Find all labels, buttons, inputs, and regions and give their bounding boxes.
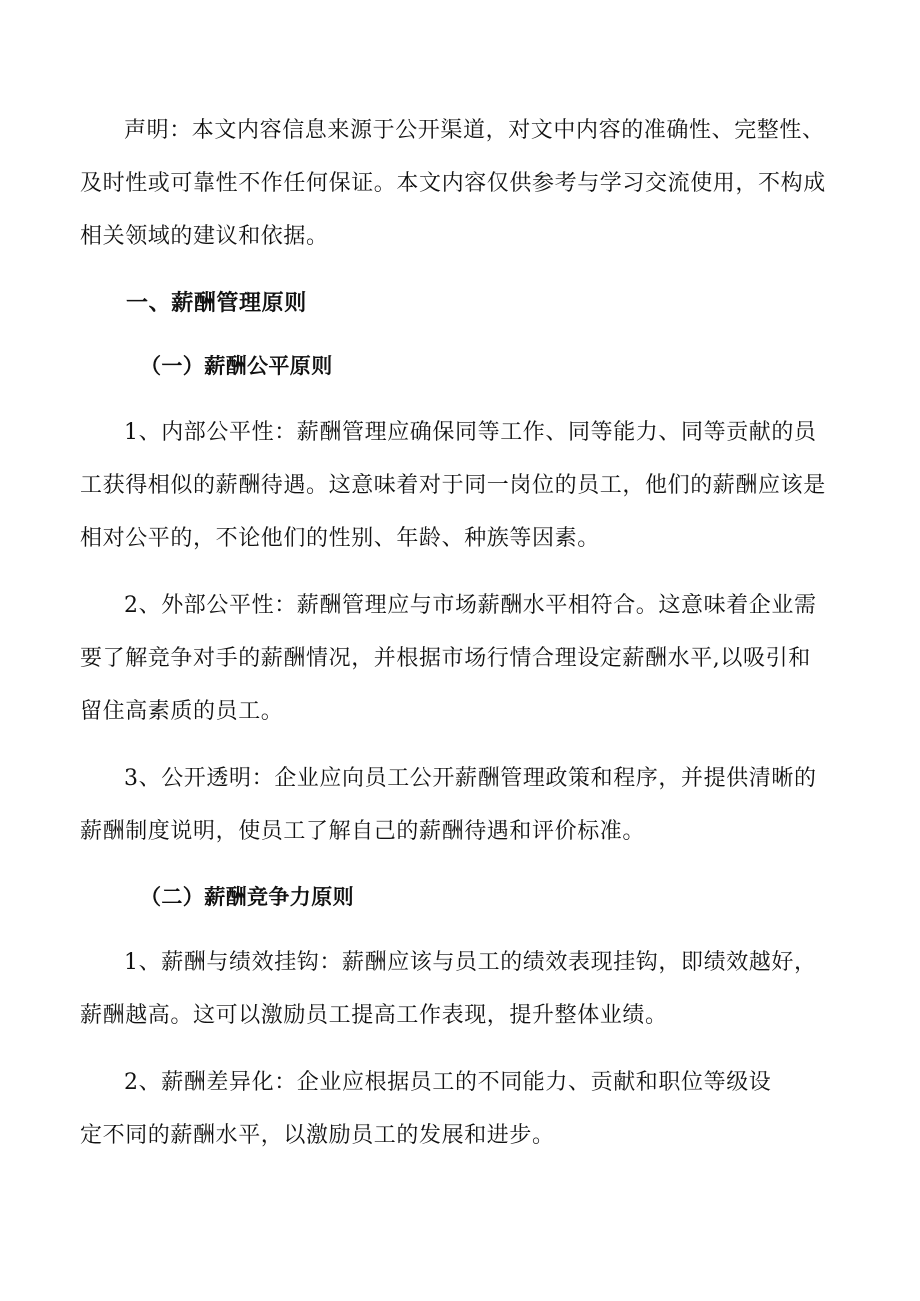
paragraph-line: 薪酬制度说明，使员工了解自己的薪酬待遇和评价标准。	[80, 819, 646, 844]
paragraph-line: 2、外部公平性：薪酬管理应与市场薪酬水平相符合。这意味着企业需	[124, 593, 817, 618]
paragraph-line: 1、薪酬与绩效挂钩：薪酬应该与员工的绩效表现挂钩，即绩效越好，	[124, 950, 817, 975]
paragraph-line: 工获得相似的薪酬待遇。这意味着对于同一岗位的员工，他们的薪酬应该是	[80, 473, 826, 498]
subsection-heading: （一）薪酬公平原则	[140, 353, 333, 378]
paragraph-line: 相对公平的，不论他们的性别、年龄、种族等因素。	[80, 526, 600, 551]
subsection-heading: （二）薪酬竞争力原则	[140, 884, 354, 909]
paragraph-line: 定不同的薪酬水平，以激励员工的发展和进步。	[80, 1123, 555, 1148]
paragraph-line: 3、公开透明：企业应向员工公开薪酬管理政策和程序，并提供清晰的	[124, 766, 817, 791]
disclaimer-line: 声明：本文内容信息来源于公开渠道，对文中内容的准确性、完整性、	[124, 118, 825, 143]
paragraph-line: 留住高素质的员工。	[80, 699, 284, 724]
section-heading: 一、薪酬管理原则	[126, 290, 307, 316]
disclaimer-paragraph	[80, 104, 860, 263]
disclaimer-line: 相关领域的建议和依据。	[80, 224, 329, 249]
paragraph-line: 薪酬越高。这可以激励员工提高工作表现，提升整体业绩。	[80, 1003, 668, 1028]
paragraph-performance-link	[80, 936, 860, 1042]
paragraph-line: 1、内部公平性：薪酬管理应确保同等工作、同等能力、同等贡献的员	[124, 420, 817, 445]
paragraph-line: 要了解竞争对手的薪酬情况，并根据市场行情合理设定薪酬水平,以吸引和	[80, 646, 811, 671]
paragraph-line: 2、薪酬差异化：企业应根据员工的不同能力、贡献和职位等级设	[124, 1070, 772, 1095]
paragraph-transparency	[80, 752, 860, 858]
paragraph-internal-fairness	[80, 406, 860, 565]
paragraph-external-fairness	[80, 579, 860, 738]
paragraph-differentiation	[80, 1056, 860, 1162]
disclaimer-line: 及时性或可靠性不作任何保证。本文内容仅供参考与学习交流使用，不构成	[80, 171, 826, 196]
